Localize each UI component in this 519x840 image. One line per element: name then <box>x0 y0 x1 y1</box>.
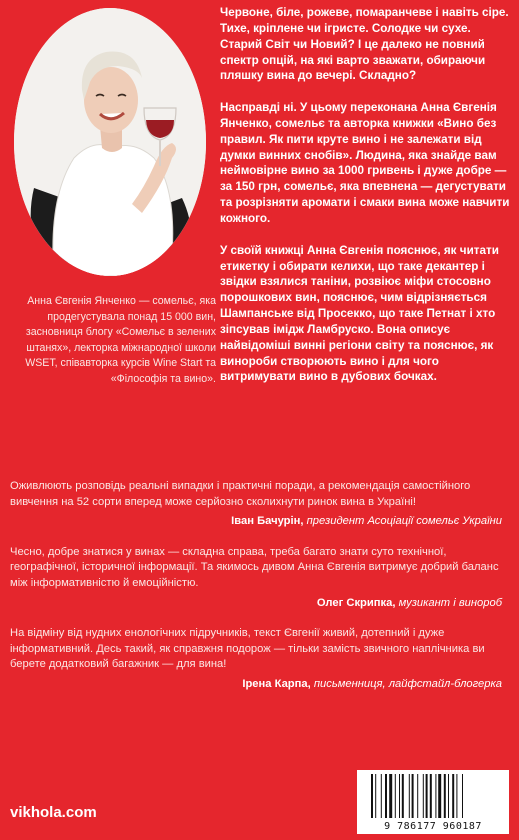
review-item <box>10 626 510 692</box>
publisher-website[interactable]: vikhola.com <box>10 804 97 821</box>
barcode-bars <box>371 774 495 818</box>
review-text: Оживлюють розповідь реальні випадки і практичні поради, а рекомендація самостійного вивчення на 52 сорти вперед може серйозно сколихнути ринок вина в Україні! <box>10 480 471 508</box>
barcode-bar <box>385 774 387 818</box>
barcode-bar <box>438 774 441 818</box>
review-text: На відміну від нудних енологічних підручників, текст Євгенії живий, дотепний і дуже інформативний. Десь такий, як справжня подорож — тільки замість звичного наплічника ви берете додатковий багажник — для вина! <box>10 627 485 671</box>
review-author <box>10 596 502 612</box>
reviews-section <box>10 479 510 708</box>
isbn-barcode <box>357 770 509 834</box>
barcode-bar <box>426 774 428 818</box>
barcode-bar <box>375 774 376 818</box>
barcode-bar <box>452 774 454 818</box>
description-paragraph: Червоне, біле, рожеве, помаранчеве і навіть сіре. Тихе, кріплене чи ігристе. Солодке чи сухе. Старий Світ чи Новий? І це далеко не повний спектр опцій, на які варто зважати, обираючи пляшку вина до вечері. Складно? <box>220 6 509 83</box>
barcode-bar <box>395 774 396 818</box>
barcode-bar <box>409 774 410 818</box>
barcode-bar <box>389 774 392 818</box>
barcode-bar <box>444 774 446 818</box>
author-photo <box>14 8 206 276</box>
review-author-name: Ірена Карпа, <box>242 677 311 690</box>
barcode-digits: 9 786177 960187 <box>384 821 482 832</box>
barcode-bar <box>371 774 373 818</box>
review-item <box>10 545 510 611</box>
description-paragraph: Насправді ні. У цьому переконана Анна Євгенія Янченко, сомельє та авторка книжки «Вино без правил. Як пити круте вино і не залежати від думки винних снобів». Людина, яка знайде вам неймовірне вино за 1000 гривень і дуже добре — за 150 грн, сомельє, яка впевнена — дегустувати та розрізняти аромати і смаки вина може навчити кожного. <box>220 101 510 225</box>
book-description <box>220 5 512 401</box>
author-bio <box>10 294 216 388</box>
barcode-bar <box>399 774 400 818</box>
barcode-bar <box>462 774 463 818</box>
description-paragraph: У своїй книжці Анна Євгенія пояснює, як читати етикетку і обирати келихи, що таке декантер і звідки взялися таніни, розвіює міфи стосовно порошкових вин, пояснює, чим відрізняється Шампанське від Просекко, що таке Петнат і хто зіпсував імідж Ламбруско. Вона описує найвідоміші винні регіони світу та пояснює, як винороби створюють вино і для чого витримувати вино в дубових бочках. <box>220 243 499 384</box>
review-author-role: письменниця, лайфстайл-блогерка <box>313 677 502 690</box>
barcode-bar <box>381 774 382 818</box>
barcode-bar <box>435 774 436 818</box>
review-author-name: Іван Бачурін, <box>231 515 304 528</box>
review-author-role: президент Асоціації сомельє України <box>306 515 502 528</box>
review-author <box>10 514 502 530</box>
barcode-bar <box>456 774 457 818</box>
review-author-role: музикант і винороб <box>398 596 502 609</box>
author-bio-text: Анна Євгенія Янченко — сомельє, яка продегустувала понад 15 000 вин, засновниця блогу «Сомельє в зелених штанях», лекторка міжнародної школи WSET, співавторка курсів Wine Start та «Філософія та вино». <box>25 295 216 385</box>
review-item <box>10 479 510 530</box>
barcode-bar <box>417 774 418 818</box>
barcode-bar <box>423 774 424 818</box>
author-photo-illustration <box>14 8 206 276</box>
barcode-bar <box>430 774 432 818</box>
review-text: Чесно, добре знатися у винах — складна справа, треба багато знати суто технічної, географічної, історичної інформації. Та якимось дивом Анна Євгенія витримує добрий баланс між інформативністю й емоційністю. <box>10 545 499 589</box>
review-author <box>10 677 502 693</box>
review-author-name: Олег Скрипка, <box>316 596 396 609</box>
barcode-bar <box>402 774 404 818</box>
barcode-bar <box>412 774 414 818</box>
barcode-bar <box>448 774 449 818</box>
